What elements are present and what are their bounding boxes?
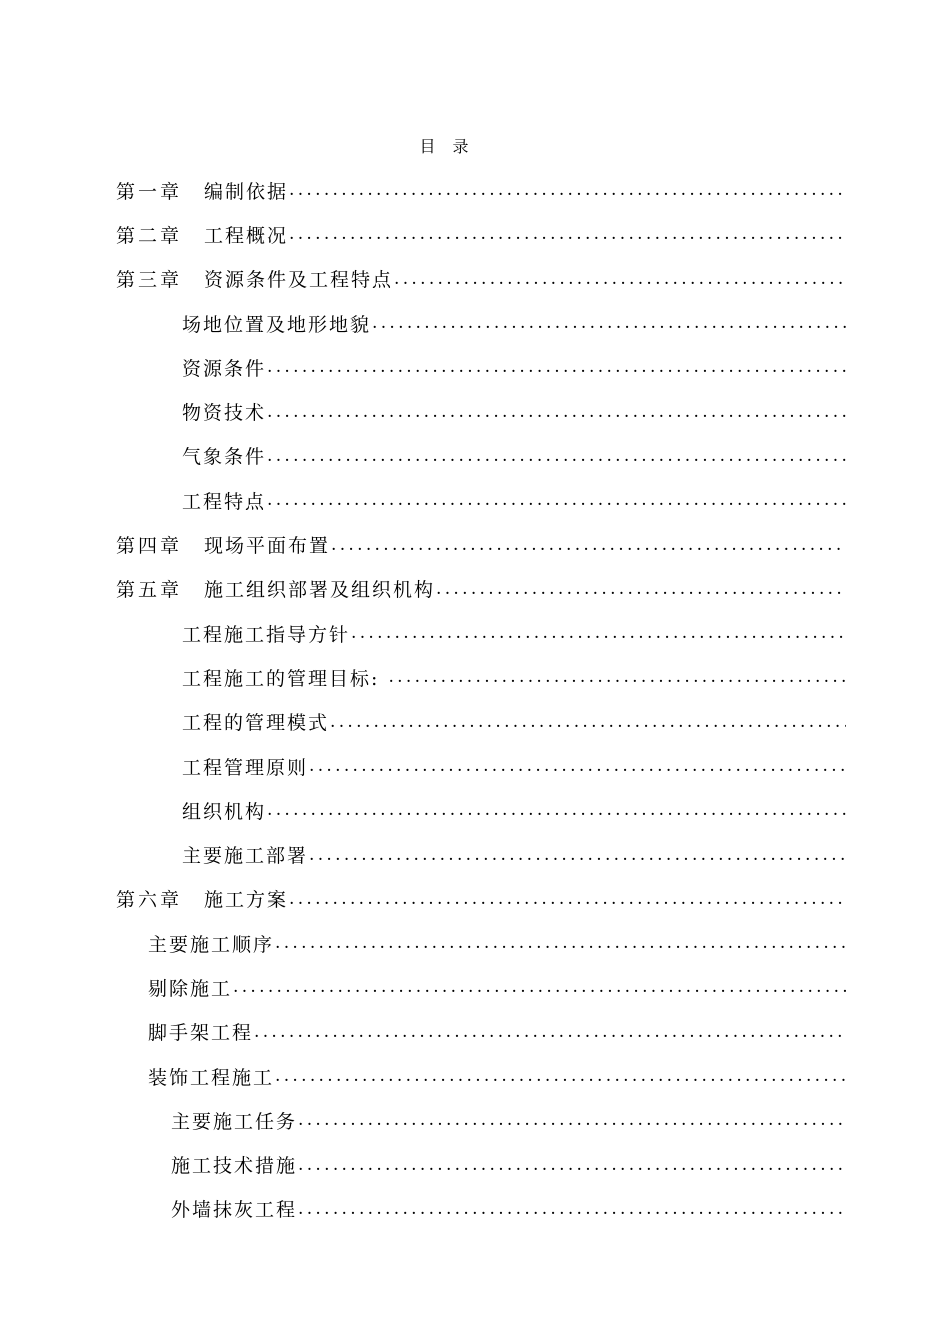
toc-entry-chapter-2 [0, 212, 846, 256]
entry-title: 工程管理原则 [182, 756, 309, 779]
entry-title: 工程概况 [204, 224, 289, 247]
dot-leader [388, 666, 846, 688]
entry-title: 主要施工任务 [171, 1110, 298, 1133]
entry-title: 装饰工程施工 [148, 1066, 275, 1089]
dot-leader [267, 401, 846, 423]
toc-entry-section [0, 1010, 846, 1054]
dot-leader [267, 445, 846, 467]
entry-title: 工程特点 [182, 490, 267, 513]
chapter-number: 第三章 [116, 269, 183, 292]
toc-entry-subsection [0, 1187, 846, 1231]
toc-title: 目 录 [419, 137, 475, 156]
toc-entry-section [0, 389, 846, 433]
dot-leader [330, 711, 846, 733]
toc-entry-chapter-5 [0, 567, 846, 611]
dot-leader [394, 268, 846, 290]
entry-title: 主要施工顺序 [148, 933, 275, 956]
entry-title: 施工方案 [204, 889, 289, 912]
entry-title: 资源条件 [182, 357, 267, 380]
chapter-number: 第六章 [116, 889, 183, 912]
dot-leader [254, 1021, 846, 1043]
toc-entry-section [0, 301, 846, 345]
entry-title: 气象条件 [182, 446, 267, 469]
toc-entry-section [0, 921, 846, 965]
entry-title: 物资技术 [182, 402, 267, 425]
chapter-number: 第五章 [116, 579, 183, 602]
entry-title: 编制依据 [204, 180, 289, 203]
chapter-number: 第四章 [116, 535, 183, 558]
entry-title: 外墙抹灰工程 [171, 1199, 298, 1222]
toc-entry-section [0, 611, 846, 655]
toc-entry-section [0, 655, 846, 699]
dot-leader [267, 799, 846, 821]
entry-title: 工程施工的管理目标: [182, 667, 388, 690]
entry-title: 剔除施工 [148, 977, 233, 1000]
dot-leader [436, 578, 846, 600]
dot-leader [275, 1065, 846, 1087]
chapter-number: 第一章 [116, 180, 183, 203]
toc-entry-section [0, 478, 846, 522]
dot-leader [233, 976, 846, 998]
dot-leader [372, 312, 846, 334]
toc-entry-section [0, 345, 846, 389]
toc-entry-section [0, 1054, 846, 1098]
dot-leader [275, 932, 846, 954]
dot-leader [267, 489, 846, 511]
entry-title: 组织机构 [182, 800, 267, 823]
toc-entry-chapter-4 [0, 522, 846, 566]
dot-leader [298, 1198, 846, 1220]
chapter-number: 第二章 [116, 224, 183, 247]
entry-title: 施工组织部署及组织机构 [204, 579, 436, 602]
toc-entry-section [0, 788, 846, 832]
toc-entry-section [0, 965, 846, 1009]
dot-leader [289, 223, 846, 245]
dot-leader [289, 888, 846, 910]
entry-title: 主要施工部署 [182, 845, 309, 868]
entry-title: 脚手架工程 [148, 1022, 254, 1045]
toc-entry-subsection [0, 1098, 846, 1142]
entry-title: 工程的管理模式 [182, 712, 330, 735]
dot-leader [298, 1109, 846, 1131]
toc-entry-chapter-3 [0, 257, 846, 301]
toc-entry-section [0, 744, 846, 788]
dot-leader [267, 356, 846, 378]
toc-entry-section [0, 434, 846, 478]
toc-entry-chapter-6 [0, 877, 846, 921]
dot-leader [309, 755, 846, 777]
toc-entry-subsection [0, 1143, 846, 1187]
entry-title: 场地位置及地形地貌 [182, 313, 372, 336]
entry-title: 现场平面布置 [204, 535, 331, 558]
dot-leader [331, 534, 846, 556]
entry-title: 工程施工指导方针 [182, 623, 351, 646]
toc-entry-chapter-1 [0, 168, 846, 212]
dot-leader [351, 622, 846, 644]
toc-list [0, 168, 950, 1231]
entry-title: 资源条件及工程特点 [204, 269, 394, 292]
toc-entry-section [0, 832, 846, 876]
dot-leader [298, 1154, 846, 1176]
dot-leader [309, 844, 846, 866]
entry-title: 施工技术措施 [171, 1155, 298, 1178]
toc-entry-section [0, 700, 846, 744]
dot-leader [289, 179, 846, 201]
